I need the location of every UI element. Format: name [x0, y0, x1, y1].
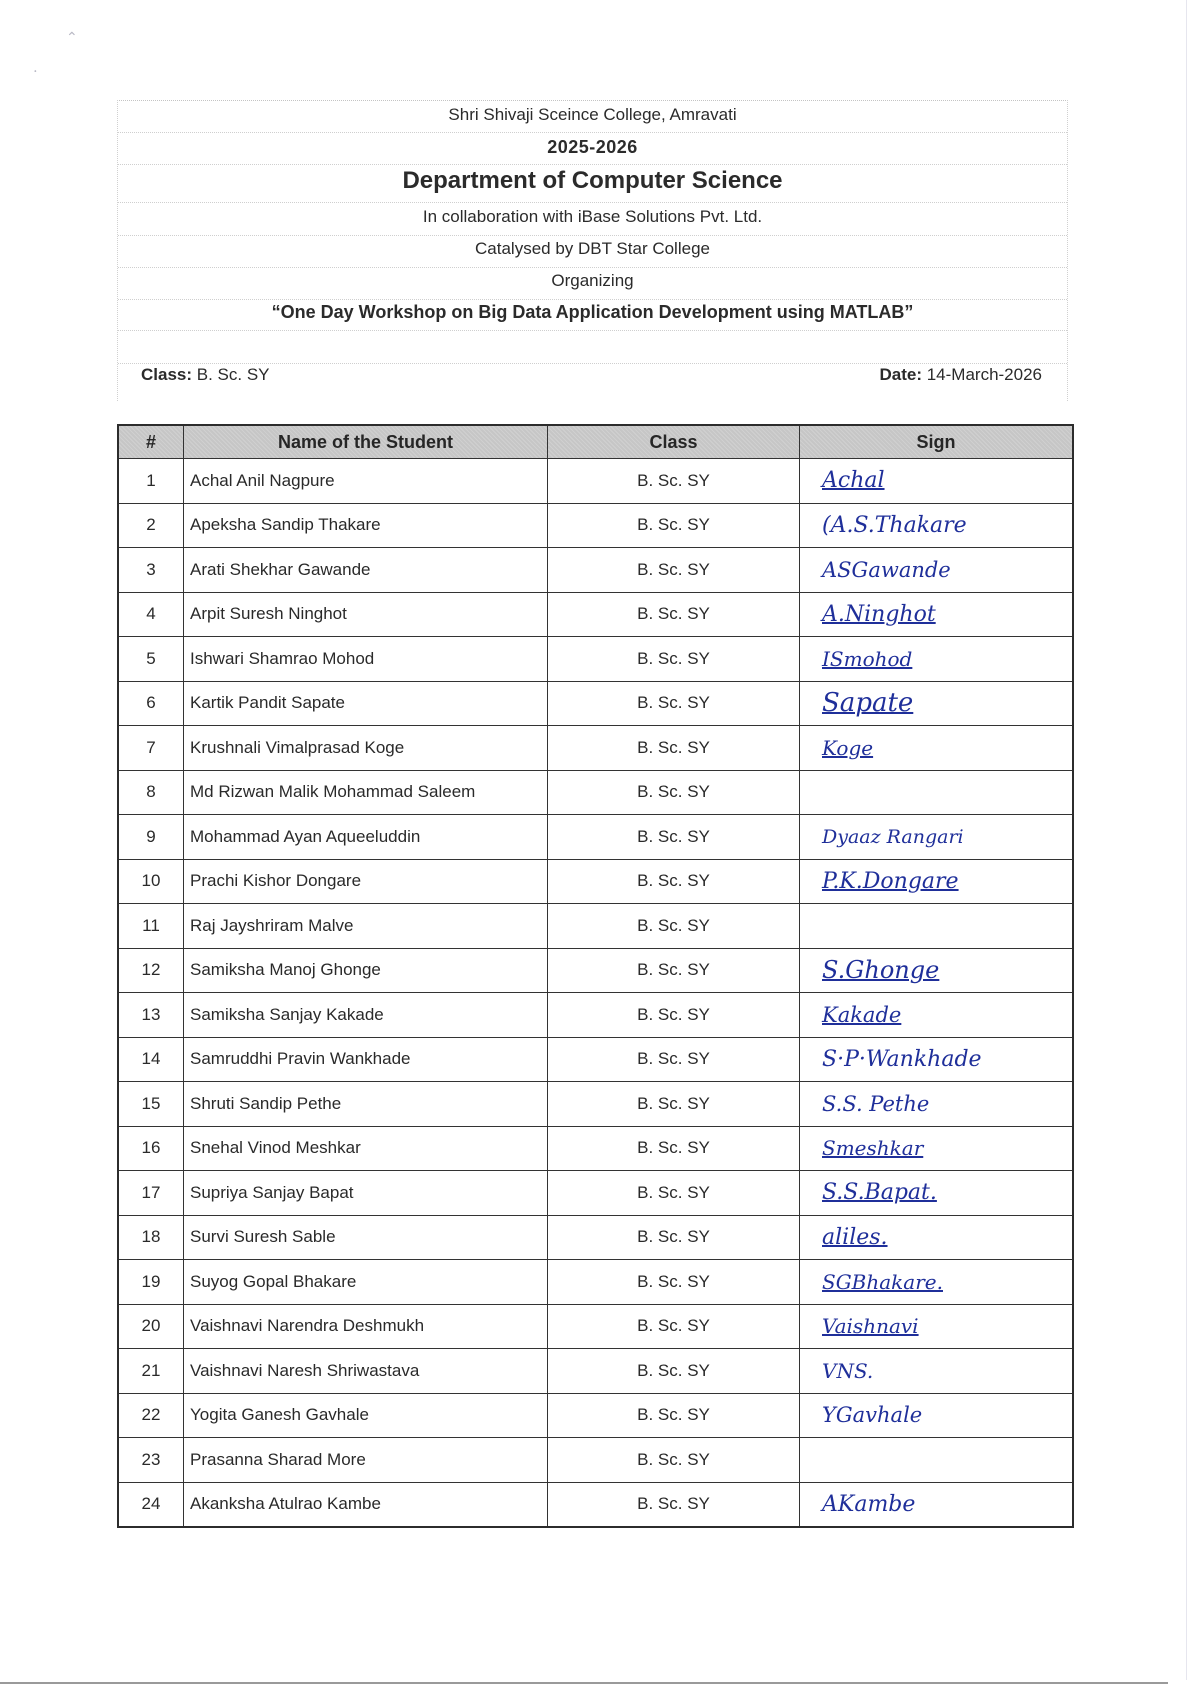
department-title: Department of Computer Science [402, 167, 783, 194]
table-row [118, 1215, 1073, 1260]
row-number: 8 [118, 770, 184, 815]
signature-cell [800, 770, 1074, 815]
table-row [118, 459, 1073, 504]
student-class: B. Sc. SY [548, 1349, 800, 1394]
scan-speck: ․ [33, 61, 38, 76]
row-number: 6 [118, 681, 184, 726]
college-name: Shri Shivaji Sceince College, Amravati [448, 105, 737, 124]
handwritten-signature: Vaishnavi [822, 1314, 919, 1339]
student-class: B. Sc. SY [548, 548, 800, 593]
student-class: B. Sc. SY [548, 1215, 800, 1260]
student-class: B. Sc. SY [548, 1126, 800, 1171]
signature-cell [800, 1082, 1074, 1127]
signature-cell [800, 1171, 1074, 1216]
paper-edge-bottom [0, 1682, 1168, 1684]
handwritten-signature: Sapate [822, 688, 914, 719]
table-row [118, 1482, 1073, 1527]
row-number: 20 [118, 1304, 184, 1349]
student-name: Supriya Sanjay Bapat [184, 1171, 548, 1216]
signature-cell [800, 1215, 1074, 1260]
row-number: 18 [118, 1215, 184, 1260]
handwritten-signature: VNS. [822, 1358, 874, 1383]
student-name: Shruti Sandip Pethe [184, 1082, 548, 1127]
event-title: “One Day Workshop on Big Data Application Development using MATLAB” [271, 302, 914, 322]
handwritten-signature: S.S. Pethe [822, 1091, 930, 1116]
header-rule [118, 164, 1067, 165]
student-class: B. Sc. SY [548, 770, 800, 815]
student-class: B. Sc. SY [548, 1393, 800, 1438]
header-rule [118, 202, 1067, 203]
student-class: B. Sc. SY [548, 1037, 800, 1082]
student-class: B. Sc. SY [548, 993, 800, 1038]
row-number: 16 [118, 1126, 184, 1171]
student-name: Kartik Pandit Sapate [184, 681, 548, 726]
row-number: 21 [118, 1349, 184, 1394]
column-header-sign: Sign [800, 425, 1074, 459]
student-name: Md Rizwan Malik Mohammad Saleem [184, 770, 548, 815]
student-class: B. Sc. SY [548, 1260, 800, 1305]
student-class: B. Sc. SY [548, 948, 800, 993]
signature-cell [800, 1438, 1074, 1483]
signature-cell [800, 993, 1074, 1038]
row-number: 5 [118, 637, 184, 682]
table-row [118, 1349, 1073, 1394]
student-name: Prachi Kishor Dongare [184, 859, 548, 904]
table-body [118, 459, 1073, 1528]
student-name: Snehal Vinod Meshkar [184, 1126, 548, 1171]
handwritten-signature: Kakade [822, 1002, 902, 1027]
date-info [879, 365, 1042, 385]
student-class: B. Sc. SY [548, 859, 800, 904]
student-class: B. Sc. SY [548, 1438, 800, 1483]
attendance-table [117, 424, 1074, 1528]
table-row [118, 548, 1073, 593]
signature-cell [800, 592, 1074, 637]
signature-cell [800, 904, 1074, 949]
signature-cell [800, 459, 1074, 504]
signature-cell [800, 1126, 1074, 1171]
student-class: B. Sc. SY [548, 637, 800, 682]
paper-edge-right [1186, 0, 1187, 1680]
table-row [118, 948, 1073, 993]
row-number: 11 [118, 904, 184, 949]
handwritten-signature: S.Ghonge [822, 956, 940, 985]
header-rule [118, 363, 1067, 364]
column-header-name: Name of the Student [184, 425, 548, 459]
row-number: 1 [118, 459, 184, 504]
date-value: 14-March-2026 [926, 365, 1042, 384]
organizing-line: Organizing [551, 271, 634, 290]
student-name: Mohammad Ayan Aqueeluddin [184, 815, 548, 860]
student-name: Samiksha Sanjay Kakade [184, 993, 548, 1038]
signature-cell [800, 1260, 1074, 1305]
signature-cell [800, 1349, 1074, 1394]
student-class: B. Sc. SY [548, 1304, 800, 1349]
table-row [118, 1082, 1073, 1127]
class-value: B. Sc. SY [196, 365, 270, 384]
handwritten-signature: S·P·Wankhade [822, 1046, 982, 1072]
student-name: Yogita Ganesh Gavhale [184, 1393, 548, 1438]
header-rule [118, 235, 1067, 236]
header-rule [118, 299, 1067, 300]
signature-cell [800, 1482, 1074, 1527]
row-number: 13 [118, 993, 184, 1038]
student-class: B. Sc. SY [548, 592, 800, 637]
student-class: B. Sc. SY [548, 681, 800, 726]
header-rule [118, 330, 1067, 331]
handwritten-signature: (A.S.Thakare [822, 512, 967, 538]
handwritten-signature: S.S.Bapat. [822, 1180, 937, 1206]
table-row [118, 859, 1073, 904]
header-rule [118, 132, 1067, 133]
table-row [118, 1393, 1073, 1438]
table-row [118, 1126, 1073, 1171]
student-class: B. Sc. SY [548, 904, 800, 949]
handwritten-signature: YGavhale [822, 1403, 923, 1428]
scan-speck: ⌃ [66, 31, 78, 46]
signature-cell [800, 948, 1074, 993]
handwritten-signature: Koge [822, 735, 874, 760]
signature-cell [800, 548, 1074, 593]
handwritten-signature: SGBhakare. [822, 1269, 943, 1294]
table-row [118, 1304, 1073, 1349]
student-name: Suyog Gopal Bhakare [184, 1260, 548, 1305]
row-number: 14 [118, 1037, 184, 1082]
document-header [117, 100, 1068, 401]
signature-cell [800, 503, 1074, 548]
student-name: Raj Jayshriram Malve [184, 904, 548, 949]
student-name: Samiksha Manoj Ghonge [184, 948, 548, 993]
handwritten-signature: P.K.Dongare [822, 868, 959, 894]
row-number: 9 [118, 815, 184, 860]
student-name: Vaishnavi Naresh Shriwastava [184, 1349, 548, 1394]
student-class: B. Sc. SY [548, 503, 800, 548]
signature-cell [800, 1037, 1074, 1082]
table-row [118, 770, 1073, 815]
handwritten-signature: AKambe [822, 1491, 916, 1517]
student-class: B. Sc. SY [548, 726, 800, 771]
row-number: 24 [118, 1482, 184, 1527]
table-row [118, 592, 1073, 637]
column-header-number: # [118, 425, 184, 459]
student-name: Krushnali Vimalprasad Koge [184, 726, 548, 771]
class-info [141, 365, 270, 385]
row-number: 4 [118, 592, 184, 637]
row-number: 10 [118, 859, 184, 904]
row-number: 7 [118, 726, 184, 771]
student-name: Survi Suresh Sable [184, 1215, 548, 1260]
student-class: B. Sc. SY [548, 815, 800, 860]
student-name: Apeksha Sandip Thakare [184, 503, 548, 548]
table-row [118, 1438, 1073, 1483]
signature-cell [800, 815, 1074, 860]
student-name: Vaishnavi Narendra Deshmukh [184, 1304, 548, 1349]
row-number: 17 [118, 1171, 184, 1216]
signature-cell [800, 681, 1074, 726]
student-class: B. Sc. SY [548, 1082, 800, 1127]
header-rule [118, 267, 1067, 268]
table-row [118, 904, 1073, 949]
table-header-row [118, 425, 1073, 459]
student-name: Samruddhi Pravin Wankhade [184, 1037, 548, 1082]
table-row [118, 637, 1073, 682]
handwritten-signature: aliles. [822, 1224, 888, 1250]
student-class: B. Sc. SY [548, 1171, 800, 1216]
student-name: Arpit Suresh Ninghot [184, 592, 548, 637]
handwritten-signature: Smeshkar [822, 1136, 924, 1161]
handwritten-signature: ISmohod [822, 646, 913, 671]
row-number: 19 [118, 1260, 184, 1305]
table-row [118, 1260, 1073, 1305]
table-row [118, 503, 1073, 548]
row-number: 15 [118, 1082, 184, 1127]
student-class: B. Sc. SY [548, 459, 800, 504]
table-row [118, 993, 1073, 1038]
row-number: 22 [118, 1393, 184, 1438]
signature-cell [800, 1393, 1074, 1438]
signature-cell [800, 859, 1074, 904]
student-name: Prasanna Sharad More [184, 1438, 548, 1483]
student-class: B. Sc. SY [548, 1482, 800, 1527]
catalysed-line: Catalysed by DBT Star College [475, 239, 710, 258]
table-row [118, 681, 1073, 726]
signature-cell [800, 637, 1074, 682]
table-row [118, 815, 1073, 860]
column-header-class: Class [548, 425, 800, 459]
row-number: 23 [118, 1438, 184, 1483]
row-number: 2 [118, 503, 184, 548]
date-label: Date: [879, 365, 922, 384]
academic-year: 2025-2026 [547, 137, 638, 157]
student-name: Achal Anil Nagpure [184, 459, 548, 504]
table-row [118, 1171, 1073, 1216]
collaboration-line: In collaboration with iBase Solutions Pvt. Ltd. [422, 207, 763, 226]
student-name: Akanksha Atulrao Kambe [184, 1482, 548, 1527]
row-number: 3 [118, 548, 184, 593]
handwritten-signature: ASGawande [822, 557, 951, 582]
class-label: Class: [141, 365, 193, 384]
student-name: Arati Shekhar Gawande [184, 548, 548, 593]
signature-cell [800, 1304, 1074, 1349]
table-row [118, 726, 1073, 771]
handwritten-signature: Achal [822, 468, 885, 494]
handwritten-signature: Dyaaz Rangari [822, 825, 964, 848]
handwritten-signature: A.Ninghot [822, 601, 936, 627]
student-name: Ishwari Shamrao Mohod [184, 637, 548, 682]
signature-cell [800, 726, 1074, 771]
row-number: 12 [118, 948, 184, 993]
table-row [118, 1037, 1073, 1082]
